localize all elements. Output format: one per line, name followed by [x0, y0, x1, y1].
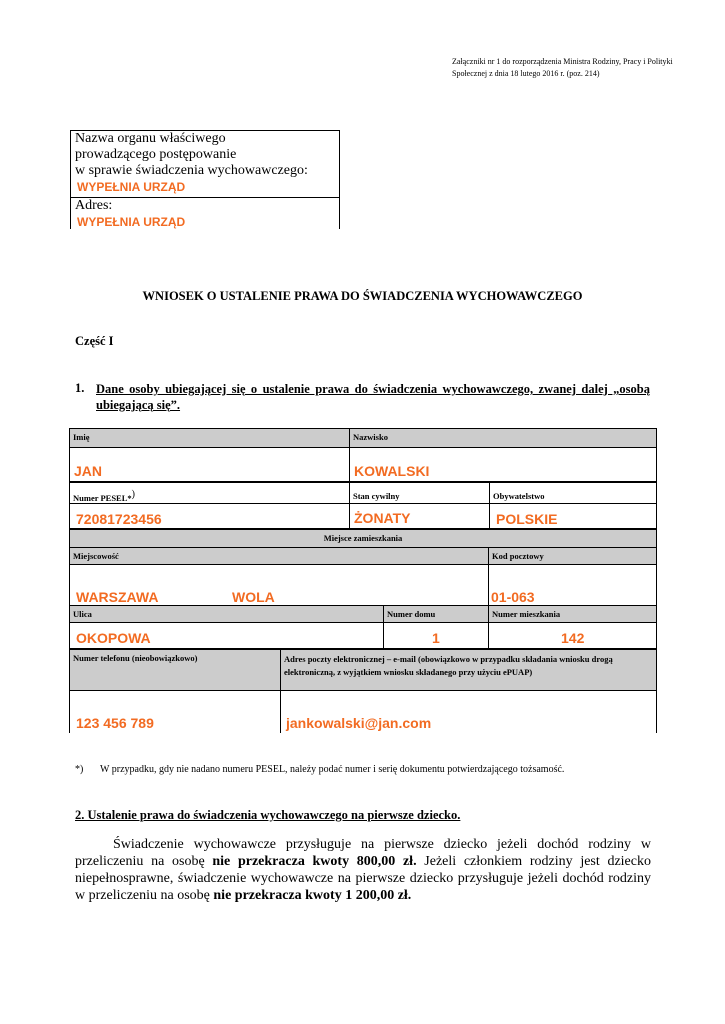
pesel-label: Numer PESEL*	[73, 492, 132, 503]
nazwisko-field[interactable]	[349, 448, 657, 482]
stan-field[interactable]	[349, 504, 490, 529]
paragraph-text: Świadczenie wychowawcze przysługuje na pierwsze dziecko jeżeli dochód rodziny w przeliczeniu na osobę	[75, 837, 651, 869]
telefon-field[interactable]	[69, 691, 281, 733]
section2-paragraph	[75, 836, 651, 904]
section-number: 1.	[75, 381, 85, 395]
section-heading: Dane osoby ubiegającej się o ustalenie prawa do świadczenia wychowawczego, zwanej dalej „osobą ubiegającą się”.	[96, 382, 650, 412]
kod-label: Kod pocztowy	[488, 547, 657, 565]
authority-name-field[interactable]: WYPEŁNIA URZĄD	[77, 180, 186, 194]
authority-label: Nazwa organu właściwego	[75, 131, 226, 146]
income-threshold-disabled: nie przekracza kwoty 1 200,00 zł.	[213, 888, 412, 903]
obywatelstwo-field[interactable]	[489, 504, 657, 529]
miejscowosc-value: WARSZAWA	[76, 589, 159, 605]
nr-domu-value: 1	[432, 630, 440, 646]
imie-value: JAN	[74, 463, 103, 479]
applicant-form	[69, 428, 657, 733]
imie-field[interactable]	[69, 448, 350, 482]
pesel-value: 72081723456	[76, 511, 162, 527]
imie-label: Imię	[69, 428, 350, 448]
telefon-value: 123 456 789	[76, 715, 154, 731]
kod-value: 01-063	[491, 589, 535, 605]
nr-domu-field[interactable]	[383, 623, 489, 649]
authority-label: w sprawie świadczenia wychowawczego:	[75, 163, 308, 178]
paragraph-text: Jeżeli członkiem rodziny jest dziecko niepełnosprawne, świadczenie wychowawcze na pierwsze dziecko przysługuje jeżeli dochód rodziny w przeliczeniu na osobę	[75, 854, 651, 903]
pesel-field[interactable]	[69, 504, 350, 529]
kod-field[interactable]	[488, 565, 657, 606]
footnote-mark: *)	[75, 764, 84, 775]
authority-label: prowadzącego postępowanie	[75, 147, 237, 162]
nr-mieszkania-field[interactable]	[488, 623, 657, 649]
miejsce-zamieszkania-header: Miejsce zamieszkania	[69, 529, 657, 548]
nazwisko-value: KOWALSKI	[354, 463, 430, 479]
section2-heading: 2. Ustalenie prawa do świadczenia wychowawczego na pierwsze dziecko.	[75, 808, 461, 822]
document-title: WNIOSEK O USTALENIE PRAWA DO ŚWIADCZENIA WYCHOWAWCZEGO	[142, 289, 583, 303]
pesel-footnote-mark: )	[131, 489, 135, 500]
email-label: Adres poczty elektronicznej – e-mail (obowiązkowo w przypadku składania wniosku drogą elektroniczną, z wyjątkiem wniosku składanego przy użyciu ePUAP)	[280, 649, 657, 691]
nazwisko-label: Nazwisko	[349, 428, 657, 448]
email-field[interactable]	[280, 691, 657, 733]
address-label: Adres:	[75, 198, 113, 213]
authority-box	[70, 130, 340, 229]
dzielnica-value: WOLA	[232, 589, 275, 605]
pesel-label-cell	[69, 482, 350, 504]
nr-mieszkania-label: Numer mieszkania	[488, 605, 657, 623]
nr-domu-label: Numer domu	[383, 605, 489, 623]
attachment-note: Załączniki nr 1 do rozporządzenia Ministra Rodziny, Pracy i Polityki Społecznej z dnia 18 lutego 2016 r. (poz. 214)	[452, 57, 673, 78]
authority-address-field[interactable]: WYPEŁNIA URZĄD	[77, 215, 186, 229]
income-threshold: nie przekracza kwoty 800,00 zł.	[212, 854, 417, 869]
obywatelstwo-label: Obywatelstwo	[489, 482, 657, 504]
ulica-field[interactable]	[69, 623, 384, 649]
nr-mieszkania-value: 142	[561, 630, 585, 646]
footnote-text: W przypadku, gdy nie nadano numeru PESEL, należy podać numer i serię dokumentu potwierdzającego tożsamość.	[100, 764, 565, 775]
ulica-value: OKOPOWA	[76, 630, 151, 646]
stan-value: ŻONATY	[354, 510, 411, 526]
telefon-label: Numer telefonu (nieobowiązkowo)	[69, 649, 281, 691]
stan-label: Stan cywilny	[349, 482, 490, 504]
part-heading: Część I	[75, 334, 114, 348]
ulica-label: Ulica	[69, 605, 384, 623]
miejscowosc-field[interactable]	[69, 565, 489, 606]
miejscowosc-label: Miejscowość	[69, 547, 489, 565]
email-value: jankowalski@jan.com	[286, 715, 432, 731]
obywatelstwo-value: POLSKIE	[496, 511, 558, 527]
